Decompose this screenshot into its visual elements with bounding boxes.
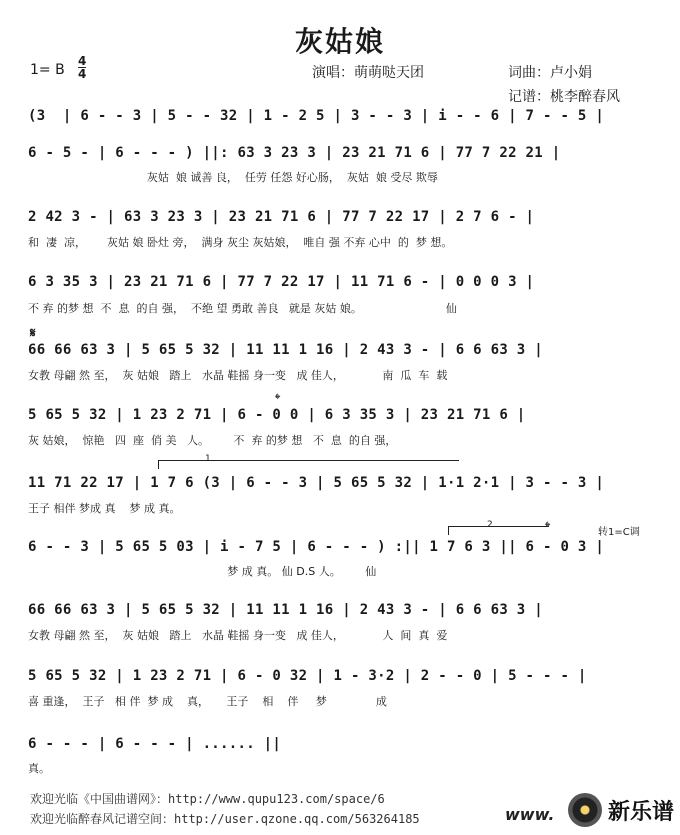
notation-row-4: 6 3 35 3 | 23 21 71 6 | 77 7 22 17 | 11 71 6 - | 0 0 0 3 | (28, 274, 535, 290)
notation-row-9: 66 66 63 3 | 5 65 5 32 | 11 11 1 16 | 2 43 3 - | 6 6 63 3 | (28, 602, 543, 618)
key-signature: 1= B (30, 62, 65, 78)
time-signature-bottom: 4 (78, 67, 87, 81)
footer-qzone-link[interactable]: 欢迎光临醉春风记谱空间：http://user.qzone.qq.com/563264185 (30, 812, 420, 826)
notation-row-5: 66 66 63 3 | 5 65 5 32 | 11 11 1 16 | 2 43 3 - | 6 6 63 3 | (28, 342, 543, 358)
lyric-row-3: 和 凄 凉， 灰姑 娘 卧灶 旁， 满身 灰尘 灰姑娘， 唯自 强 不弃 心中 的 梦 想。 (28, 236, 453, 249)
notation-row-6: 5 65 5 32 | 1 23 2 71 | 6 - 0 0 | 6 3 35 3 | 23 21 71 6 | (28, 407, 526, 423)
composer-credit: 词曲：卢小娟 (508, 65, 592, 81)
notation-row-3: 2 42 3 - | 63 3 23 3 | 23 21 71 6 | 77 7 22 17 | 2 7 6 - | (28, 209, 535, 225)
notation-row-11: 6 - - - | 6 - - - | ...... || (28, 736, 282, 752)
site-logo (568, 790, 674, 830)
coda-sign-1: 𝄌 (275, 390, 281, 408)
lyric-row-10: 喜 重逢， 王子 相 伴 梦 成 真， 王子 相 伴 梦 成 (28, 695, 387, 708)
key-change-note: 转1=C调 (598, 527, 640, 538)
singer-credit: 演唱：萌萌哒天团 (312, 65, 424, 81)
segno-sign: 𝄋 (30, 326, 36, 341)
notation-row-2: 6 - 5 - | 6 - - - ) ||: 63 3 23 3 | 23 21 71 6 | 77 7 22 21 | (28, 145, 561, 161)
lyric-row-5: 女教 母翩 然 至， 灰 姑娘 踏上 水晶 鞋摇 身一变 成 佳人， 南 瓜 车 载 (28, 369, 448, 382)
time-signature (78, 55, 86, 80)
transcriber-credit: 记谱：桃李醉春风 (508, 89, 620, 105)
notation-row-10: 5 65 5 32 | 1 23 2 71 | 6 - 0 32 | 1 - 3·2 | 2 - - 0 | 5 - - - | (28, 668, 587, 684)
logo-text: 新乐谱 (607, 799, 674, 825)
lyric-row-6: 灰 姑娘， 惊艳 四 座 俏 美 人。 不 弃 的梦 想 不 息 的自 强， (28, 434, 397, 447)
lyric-row-2: 灰姑 娘 诚善 良， 任劳 任怨 好心肠， 灰姑 娘 受尽 欺辱 (28, 171, 438, 184)
lyric-row-4: 不 弃 的梦 想 不 息 的自 强， 不绝 望 勇敢 善良 就是 灰姑 娘。 仙 (28, 302, 457, 315)
music-disc-icon (568, 793, 602, 827)
coda-sign-2: 𝄌 (545, 518, 551, 536)
notation-row-8: 6 - - 3 | 5 65 5 03 | i - 7 5 | 6 - - - ) :|| 1 7 6 3 || 6 - 0 3 | (28, 539, 605, 555)
first-ending-bracket (158, 460, 459, 469)
lyric-row-7: 王子 相伴 梦成 真 梦 成 真。 (28, 502, 181, 515)
second-ending-number: 2 (487, 520, 493, 530)
time-signature-top: 4 (78, 54, 87, 68)
lyric-row-8: 梦 成 真。 仙 D.S 人。 仙 (28, 565, 377, 578)
watermark-url-fragment: www. (505, 805, 555, 824)
lyric-row-11: 真。 (28, 762, 50, 775)
second-ending-bracket (448, 526, 549, 535)
score-title: 灰姑娘 (294, 25, 385, 58)
footer-site-link[interactable]: 欢迎光临《中国曲谱网》：http://www.qupu123.com/space/6 (30, 792, 385, 806)
notation-row-7: 11 71 22 17 | 1 7 6 (3 | 6 - - 3 | 5 65 5 32 | 1·1 2·1 | 3 - - 3 | (28, 475, 605, 491)
lyric-row-9: 女教 母翩 然 至， 灰 姑娘 踏上 水晶 鞋摇 身一变 成 佳人， 人 间 真 爱 (28, 629, 448, 642)
notation-row-1: (3 | 6 - - 3 | 5 - - 32 | 1 - 2 5 | 3 - - 3 | i - - 6 | 7 - - 5 | (28, 108, 605, 124)
first-ending-number: 1 (205, 454, 211, 464)
